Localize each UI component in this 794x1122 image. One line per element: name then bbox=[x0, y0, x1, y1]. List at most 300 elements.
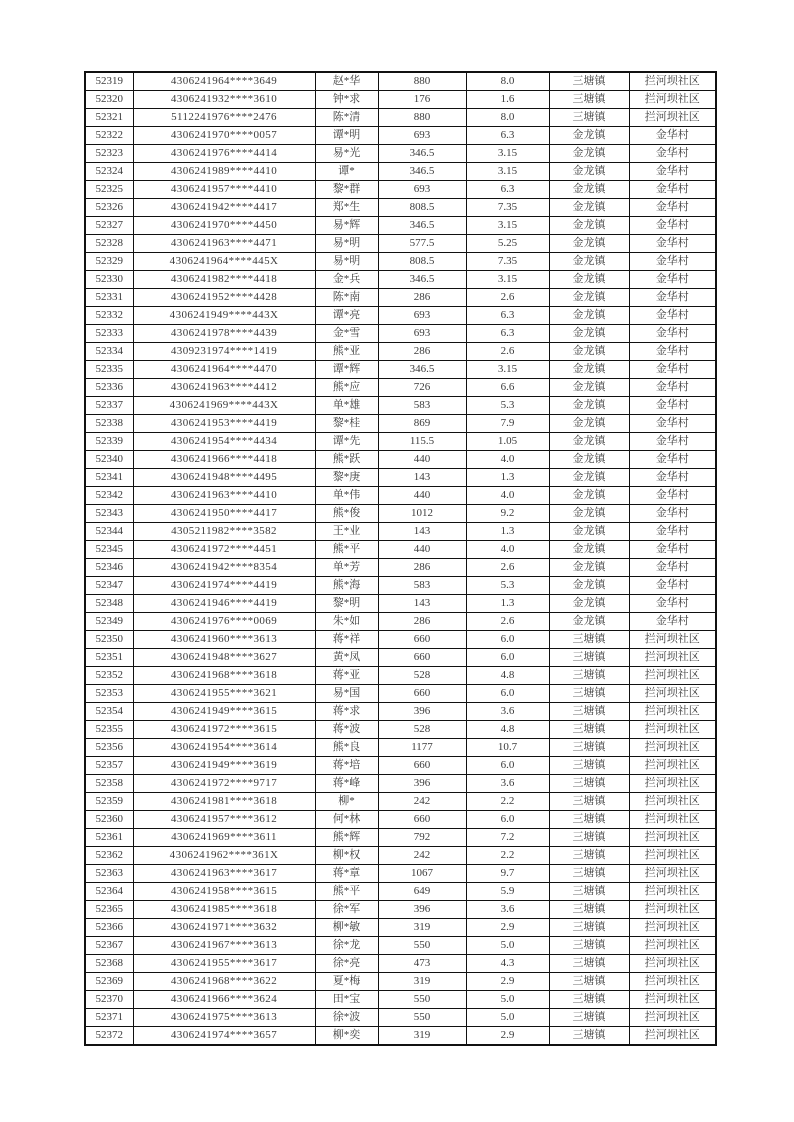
amount-cell: 440 bbox=[378, 541, 466, 559]
table-row bbox=[85, 253, 716, 271]
serial-no-cell: 52362 bbox=[85, 847, 133, 865]
serial-no-cell: 52320 bbox=[85, 91, 133, 109]
serial-no-cell: 52327 bbox=[85, 217, 133, 235]
area-cell: 6.3 bbox=[466, 307, 549, 325]
village-cell: 金华村 bbox=[629, 235, 716, 253]
amount-cell: 319 bbox=[378, 1027, 466, 1046]
table-row bbox=[85, 523, 716, 541]
name-masked-cell: 谭*辉 bbox=[315, 361, 378, 379]
serial-no-cell: 52319 bbox=[85, 72, 133, 91]
id-number-masked-cell: 4306241958****3615 bbox=[133, 883, 315, 901]
serial-no-cell: 52340 bbox=[85, 451, 133, 469]
id-number-masked-cell: 4306241957****4410 bbox=[133, 181, 315, 199]
name-masked-cell: 郑*生 bbox=[315, 199, 378, 217]
town-cell: 三塘镇 bbox=[549, 721, 629, 739]
table-row bbox=[85, 361, 716, 379]
amount-cell: 286 bbox=[378, 559, 466, 577]
id-number-masked-cell: 4306241968****3618 bbox=[133, 667, 315, 685]
name-masked-cell: 何*林 bbox=[315, 811, 378, 829]
amount-cell: 346.5 bbox=[378, 217, 466, 235]
name-masked-cell: 赵*华 bbox=[315, 72, 378, 91]
village-cell: 金华村 bbox=[629, 595, 716, 613]
amount-cell: 726 bbox=[378, 379, 466, 397]
serial-no-cell: 52358 bbox=[85, 775, 133, 793]
serial-no-cell: 52331 bbox=[85, 289, 133, 307]
table-row bbox=[85, 901, 716, 919]
town-cell: 金龙镇 bbox=[549, 379, 629, 397]
name-masked-cell: 徐*亮 bbox=[315, 955, 378, 973]
id-number-masked-cell: 4306241974****4419 bbox=[133, 577, 315, 595]
town-cell: 三塘镇 bbox=[549, 829, 629, 847]
name-masked-cell: 黄*凤 bbox=[315, 649, 378, 667]
id-number-masked-cell: 5112241976****2476 bbox=[133, 109, 315, 127]
amount-cell: 143 bbox=[378, 469, 466, 487]
amount-cell: 1177 bbox=[378, 739, 466, 757]
id-number-masked-cell: 4306241949****3615 bbox=[133, 703, 315, 721]
id-number-masked-cell: 4306241970****4450 bbox=[133, 217, 315, 235]
table-row bbox=[85, 397, 716, 415]
amount-cell: 440 bbox=[378, 487, 466, 505]
area-cell: 4.0 bbox=[466, 541, 549, 559]
id-number-masked-cell: 4306241955****3617 bbox=[133, 955, 315, 973]
serial-no-cell: 52364 bbox=[85, 883, 133, 901]
area-cell: 5.9 bbox=[466, 883, 549, 901]
town-cell: 金龙镇 bbox=[549, 559, 629, 577]
amount-cell: 473 bbox=[378, 955, 466, 973]
table-row bbox=[85, 1009, 716, 1027]
area-cell: 1.6 bbox=[466, 91, 549, 109]
village-cell: 拦河坝社区 bbox=[629, 739, 716, 757]
name-masked-cell: 熊*平 bbox=[315, 541, 378, 559]
town-cell: 金龙镇 bbox=[549, 487, 629, 505]
area-cell: 5.0 bbox=[466, 1009, 549, 1027]
table-row bbox=[85, 415, 716, 433]
area-cell: 2.9 bbox=[466, 973, 549, 991]
table-row bbox=[85, 72, 716, 91]
name-masked-cell: 蒋*祥 bbox=[315, 631, 378, 649]
village-cell: 金华村 bbox=[629, 559, 716, 577]
village-cell: 拦河坝社区 bbox=[629, 109, 716, 127]
amount-cell: 319 bbox=[378, 973, 466, 991]
name-masked-cell: 黎*桂 bbox=[315, 415, 378, 433]
table-row bbox=[85, 541, 716, 559]
id-number-masked-cell: 4306241968****3622 bbox=[133, 973, 315, 991]
area-cell: 2.2 bbox=[466, 793, 549, 811]
id-number-masked-cell: 4306241967****3613 bbox=[133, 937, 315, 955]
town-cell: 金龙镇 bbox=[549, 181, 629, 199]
serial-no-cell: 52365 bbox=[85, 901, 133, 919]
amount-cell: 660 bbox=[378, 631, 466, 649]
town-cell: 金龙镇 bbox=[549, 271, 629, 289]
serial-no-cell: 52321 bbox=[85, 109, 133, 127]
name-masked-cell: 熊*海 bbox=[315, 577, 378, 595]
id-number-masked-cell: 4306241949****443X bbox=[133, 307, 315, 325]
area-cell: 7.9 bbox=[466, 415, 549, 433]
amount-cell: 176 bbox=[378, 91, 466, 109]
table-row bbox=[85, 991, 716, 1009]
table-row bbox=[85, 649, 716, 667]
amount-cell: 286 bbox=[378, 343, 466, 361]
id-number-masked-cell: 4306241966****3624 bbox=[133, 991, 315, 1009]
serial-no-cell: 52347 bbox=[85, 577, 133, 595]
table-row bbox=[85, 577, 716, 595]
table-row bbox=[85, 1027, 716, 1046]
area-cell: 6.0 bbox=[466, 811, 549, 829]
town-cell: 三塘镇 bbox=[549, 973, 629, 991]
village-cell: 金华村 bbox=[629, 451, 716, 469]
village-cell: 拦河坝社区 bbox=[629, 1027, 716, 1046]
area-cell: 2.6 bbox=[466, 559, 549, 577]
table-row bbox=[85, 181, 716, 199]
village-cell: 金华村 bbox=[629, 469, 716, 487]
name-masked-cell: 田*宝 bbox=[315, 991, 378, 1009]
area-cell: 2.9 bbox=[466, 1027, 549, 1046]
serial-no-cell: 52350 bbox=[85, 631, 133, 649]
amount-cell: 693 bbox=[378, 307, 466, 325]
amount-cell: 1067 bbox=[378, 865, 466, 883]
name-masked-cell: 徐*龙 bbox=[315, 937, 378, 955]
serial-no-cell: 52337 bbox=[85, 397, 133, 415]
serial-no-cell: 52346 bbox=[85, 559, 133, 577]
table-row bbox=[85, 865, 716, 883]
area-cell: 6.3 bbox=[466, 325, 549, 343]
amount-cell: 1012 bbox=[378, 505, 466, 523]
village-cell: 金华村 bbox=[629, 289, 716, 307]
amount-cell: 346.5 bbox=[378, 145, 466, 163]
name-masked-cell: 蒋*章 bbox=[315, 865, 378, 883]
id-number-masked-cell: 4306241950****4417 bbox=[133, 505, 315, 523]
town-cell: 三塘镇 bbox=[549, 955, 629, 973]
table-row bbox=[85, 667, 716, 685]
table-row bbox=[85, 379, 716, 397]
amount-cell: 319 bbox=[378, 919, 466, 937]
serial-no-cell: 52343 bbox=[85, 505, 133, 523]
table-row bbox=[85, 559, 716, 577]
amount-cell: 808.5 bbox=[378, 199, 466, 217]
name-masked-cell: 谭*亮 bbox=[315, 307, 378, 325]
table-row bbox=[85, 883, 716, 901]
village-cell: 金华村 bbox=[629, 325, 716, 343]
serial-no-cell: 52339 bbox=[85, 433, 133, 451]
table-row bbox=[85, 973, 716, 991]
table-row bbox=[85, 829, 716, 847]
id-number-masked-cell: 4306241957****3612 bbox=[133, 811, 315, 829]
area-cell: 8.0 bbox=[466, 109, 549, 127]
amount-cell: 869 bbox=[378, 415, 466, 433]
town-cell: 三塘镇 bbox=[549, 631, 629, 649]
id-number-masked-cell: 4306241972****9717 bbox=[133, 775, 315, 793]
id-number-masked-cell: 4306241969****3611 bbox=[133, 829, 315, 847]
table-row bbox=[85, 91, 716, 109]
id-number-masked-cell: 4305211982****3582 bbox=[133, 523, 315, 541]
id-number-masked-cell: 4306241989****4410 bbox=[133, 163, 315, 181]
town-cell: 三塘镇 bbox=[549, 847, 629, 865]
name-masked-cell: 蒋*亚 bbox=[315, 667, 378, 685]
village-cell: 金华村 bbox=[629, 127, 716, 145]
village-cell: 拦河坝社区 bbox=[629, 91, 716, 109]
id-number-masked-cell: 4306241974****3657 bbox=[133, 1027, 315, 1046]
id-number-masked-cell: 4306241976****0069 bbox=[133, 613, 315, 631]
id-number-masked-cell: 4306241962****361X bbox=[133, 847, 315, 865]
village-cell: 金华村 bbox=[629, 577, 716, 595]
village-cell: 拦河坝社区 bbox=[629, 775, 716, 793]
amount-cell: 396 bbox=[378, 703, 466, 721]
town-cell: 三塘镇 bbox=[549, 883, 629, 901]
area-cell: 4.3 bbox=[466, 955, 549, 973]
serial-no-cell: 52341 bbox=[85, 469, 133, 487]
table-row bbox=[85, 721, 716, 739]
serial-no-cell: 52359 bbox=[85, 793, 133, 811]
amount-cell: 880 bbox=[378, 72, 466, 91]
village-cell: 金华村 bbox=[629, 343, 716, 361]
town-cell: 金龙镇 bbox=[549, 307, 629, 325]
amount-cell: 660 bbox=[378, 649, 466, 667]
table-row bbox=[85, 505, 716, 523]
area-cell: 2.6 bbox=[466, 289, 549, 307]
name-masked-cell: 蒋*峰 bbox=[315, 775, 378, 793]
name-masked-cell: 金*雪 bbox=[315, 325, 378, 343]
town-cell: 金龙镇 bbox=[549, 199, 629, 217]
village-cell: 拦河坝社区 bbox=[629, 955, 716, 973]
name-masked-cell: 王*业 bbox=[315, 523, 378, 541]
id-number-masked-cell: 4306241942****4417 bbox=[133, 199, 315, 217]
name-masked-cell: 谭* bbox=[315, 163, 378, 181]
name-masked-cell: 熊*辉 bbox=[315, 829, 378, 847]
village-cell: 拦河坝社区 bbox=[629, 649, 716, 667]
village-cell: 金华村 bbox=[629, 271, 716, 289]
serial-no-cell: 52354 bbox=[85, 703, 133, 721]
amount-cell: 583 bbox=[378, 397, 466, 415]
table-row bbox=[85, 217, 716, 235]
name-masked-cell: 黎*明 bbox=[315, 595, 378, 613]
id-number-masked-cell: 4306241954****3614 bbox=[133, 739, 315, 757]
amount-cell: 660 bbox=[378, 685, 466, 703]
area-cell: 8.0 bbox=[466, 72, 549, 91]
area-cell: 5.0 bbox=[466, 937, 549, 955]
village-cell: 金华村 bbox=[629, 145, 716, 163]
table-row bbox=[85, 163, 716, 181]
area-cell: 6.3 bbox=[466, 181, 549, 199]
serial-no-cell: 52330 bbox=[85, 271, 133, 289]
serial-no-cell: 52326 bbox=[85, 199, 133, 217]
village-cell: 拦河坝社区 bbox=[629, 919, 716, 937]
area-cell: 5.3 bbox=[466, 397, 549, 415]
name-masked-cell: 单*芳 bbox=[315, 559, 378, 577]
town-cell: 金龙镇 bbox=[549, 613, 629, 631]
village-cell: 金华村 bbox=[629, 397, 716, 415]
table-row bbox=[85, 685, 716, 703]
village-cell: 金华村 bbox=[629, 613, 716, 631]
name-masked-cell: 蒋*培 bbox=[315, 757, 378, 775]
village-cell: 拦河坝社区 bbox=[629, 721, 716, 739]
id-number-masked-cell: 4306241932****3610 bbox=[133, 91, 315, 109]
table-row bbox=[85, 793, 716, 811]
serial-no-cell: 52351 bbox=[85, 649, 133, 667]
id-number-masked-cell: 4306241970****0057 bbox=[133, 127, 315, 145]
name-masked-cell: 熊*亚 bbox=[315, 343, 378, 361]
serial-no-cell: 52360 bbox=[85, 811, 133, 829]
id-number-masked-cell: 4306241963****4412 bbox=[133, 379, 315, 397]
amount-cell: 808.5 bbox=[378, 253, 466, 271]
town-cell: 三塘镇 bbox=[549, 1009, 629, 1027]
amount-cell: 346.5 bbox=[378, 361, 466, 379]
village-cell: 拦河坝社区 bbox=[629, 757, 716, 775]
name-masked-cell: 易*国 bbox=[315, 685, 378, 703]
table-row bbox=[85, 271, 716, 289]
town-cell: 金龙镇 bbox=[549, 235, 629, 253]
name-masked-cell: 单*雄 bbox=[315, 397, 378, 415]
town-cell: 金龙镇 bbox=[549, 451, 629, 469]
village-cell: 拦河坝社区 bbox=[629, 793, 716, 811]
town-cell: 金龙镇 bbox=[549, 415, 629, 433]
area-cell: 3.15 bbox=[466, 217, 549, 235]
area-cell: 3.6 bbox=[466, 775, 549, 793]
amount-cell: 396 bbox=[378, 901, 466, 919]
area-cell: 6.0 bbox=[466, 757, 549, 775]
village-cell: 拦河坝社区 bbox=[629, 631, 716, 649]
area-cell: 4.0 bbox=[466, 487, 549, 505]
town-cell: 金龙镇 bbox=[549, 145, 629, 163]
serial-no-cell: 52361 bbox=[85, 829, 133, 847]
amount-cell: 550 bbox=[378, 937, 466, 955]
table-row bbox=[85, 613, 716, 631]
area-cell: 6.3 bbox=[466, 127, 549, 145]
table-row bbox=[85, 937, 716, 955]
town-cell: 三塘镇 bbox=[549, 91, 629, 109]
serial-no-cell: 52372 bbox=[85, 1027, 133, 1046]
village-cell: 金华村 bbox=[629, 217, 716, 235]
village-cell: 金华村 bbox=[629, 541, 716, 559]
id-number-masked-cell: 4306241963****3617 bbox=[133, 865, 315, 883]
village-cell: 金华村 bbox=[629, 415, 716, 433]
subsidy-table bbox=[84, 71, 717, 1046]
name-masked-cell: 夏*梅 bbox=[315, 973, 378, 991]
id-number-masked-cell: 4306241953****4419 bbox=[133, 415, 315, 433]
table-row bbox=[85, 433, 716, 451]
id-number-masked-cell: 4306241982****4418 bbox=[133, 271, 315, 289]
serial-no-cell: 52322 bbox=[85, 127, 133, 145]
area-cell: 4.0 bbox=[466, 451, 549, 469]
name-masked-cell: 易*明 bbox=[315, 235, 378, 253]
name-masked-cell: 单*伟 bbox=[315, 487, 378, 505]
amount-cell: 649 bbox=[378, 883, 466, 901]
village-cell: 拦河坝社区 bbox=[629, 685, 716, 703]
id-number-masked-cell: 4306241949****3619 bbox=[133, 757, 315, 775]
name-masked-cell: 蒋*求 bbox=[315, 703, 378, 721]
id-number-masked-cell: 4306241964****3649 bbox=[133, 72, 315, 91]
amount-cell: 660 bbox=[378, 757, 466, 775]
name-masked-cell: 黎*庚 bbox=[315, 469, 378, 487]
name-masked-cell: 钟*求 bbox=[315, 91, 378, 109]
name-masked-cell: 柳*敏 bbox=[315, 919, 378, 937]
table-row bbox=[85, 775, 716, 793]
id-number-masked-cell: 4306241975****3613 bbox=[133, 1009, 315, 1027]
id-number-masked-cell: 4306241966****4418 bbox=[133, 451, 315, 469]
table-row bbox=[85, 451, 716, 469]
town-cell: 三塘镇 bbox=[549, 793, 629, 811]
name-masked-cell: 熊*跃 bbox=[315, 451, 378, 469]
name-masked-cell: 熊*平 bbox=[315, 883, 378, 901]
serial-no-cell: 52342 bbox=[85, 487, 133, 505]
id-number-masked-cell: 4306241963****4410 bbox=[133, 487, 315, 505]
amount-cell: 577.5 bbox=[378, 235, 466, 253]
amount-cell: 286 bbox=[378, 613, 466, 631]
village-cell: 拦河坝社区 bbox=[629, 1009, 716, 1027]
village-cell: 金华村 bbox=[629, 361, 716, 379]
name-masked-cell: 金*兵 bbox=[315, 271, 378, 289]
town-cell: 三塘镇 bbox=[549, 685, 629, 703]
id-number-masked-cell: 4306241948****4495 bbox=[133, 469, 315, 487]
village-cell: 金华村 bbox=[629, 379, 716, 397]
area-cell: 7.35 bbox=[466, 199, 549, 217]
area-cell: 3.6 bbox=[466, 703, 549, 721]
town-cell: 金龙镇 bbox=[549, 595, 629, 613]
id-number-masked-cell: 4306241946****4419 bbox=[133, 595, 315, 613]
amount-cell: 792 bbox=[378, 829, 466, 847]
name-masked-cell: 黎*群 bbox=[315, 181, 378, 199]
area-cell: 7.2 bbox=[466, 829, 549, 847]
id-number-masked-cell: 4306241964****4470 bbox=[133, 361, 315, 379]
id-number-masked-cell: 4306241985****3618 bbox=[133, 901, 315, 919]
village-cell: 拦河坝社区 bbox=[629, 865, 716, 883]
area-cell: 1.3 bbox=[466, 595, 549, 613]
table-row bbox=[85, 343, 716, 361]
area-cell: 6.0 bbox=[466, 631, 549, 649]
amount-cell: 693 bbox=[378, 325, 466, 343]
serial-no-cell: 52324 bbox=[85, 163, 133, 181]
serial-no-cell: 52338 bbox=[85, 415, 133, 433]
table-row bbox=[85, 703, 716, 721]
town-cell: 三塘镇 bbox=[549, 919, 629, 937]
id-number-masked-cell: 4306241972****4451 bbox=[133, 541, 315, 559]
area-cell: 6.0 bbox=[466, 685, 549, 703]
serial-no-cell: 52369 bbox=[85, 973, 133, 991]
serial-no-cell: 52329 bbox=[85, 253, 133, 271]
table-row bbox=[85, 199, 716, 217]
id-number-masked-cell: 4306241955****3621 bbox=[133, 685, 315, 703]
amount-cell: 583 bbox=[378, 577, 466, 595]
village-cell: 拦河坝社区 bbox=[629, 667, 716, 685]
village-cell: 金华村 bbox=[629, 199, 716, 217]
amount-cell: 346.5 bbox=[378, 163, 466, 181]
town-cell: 金龙镇 bbox=[549, 577, 629, 595]
area-cell: 4.8 bbox=[466, 667, 549, 685]
serial-no-cell: 52348 bbox=[85, 595, 133, 613]
name-masked-cell: 谭*明 bbox=[315, 127, 378, 145]
town-cell: 三塘镇 bbox=[549, 72, 629, 91]
amount-cell: 143 bbox=[378, 523, 466, 541]
name-masked-cell: 朱*如 bbox=[315, 613, 378, 631]
table-row bbox=[85, 631, 716, 649]
town-cell: 三塘镇 bbox=[549, 109, 629, 127]
town-cell: 三塘镇 bbox=[549, 775, 629, 793]
table-row bbox=[85, 289, 716, 307]
subsidy-table-body bbox=[85, 72, 716, 1045]
village-cell: 金华村 bbox=[629, 253, 716, 271]
town-cell: 金龙镇 bbox=[549, 325, 629, 343]
village-cell: 金华村 bbox=[629, 505, 716, 523]
area-cell: 6.6 bbox=[466, 379, 549, 397]
name-masked-cell: 陈*清 bbox=[315, 109, 378, 127]
id-number-masked-cell: 4306241948****3627 bbox=[133, 649, 315, 667]
amount-cell: 115.5 bbox=[378, 433, 466, 451]
name-masked-cell: 易*辉 bbox=[315, 217, 378, 235]
village-cell: 金华村 bbox=[629, 181, 716, 199]
area-cell: 7.35 bbox=[466, 253, 549, 271]
table-row bbox=[85, 325, 716, 343]
table-row bbox=[85, 307, 716, 325]
name-masked-cell: 徐*军 bbox=[315, 901, 378, 919]
